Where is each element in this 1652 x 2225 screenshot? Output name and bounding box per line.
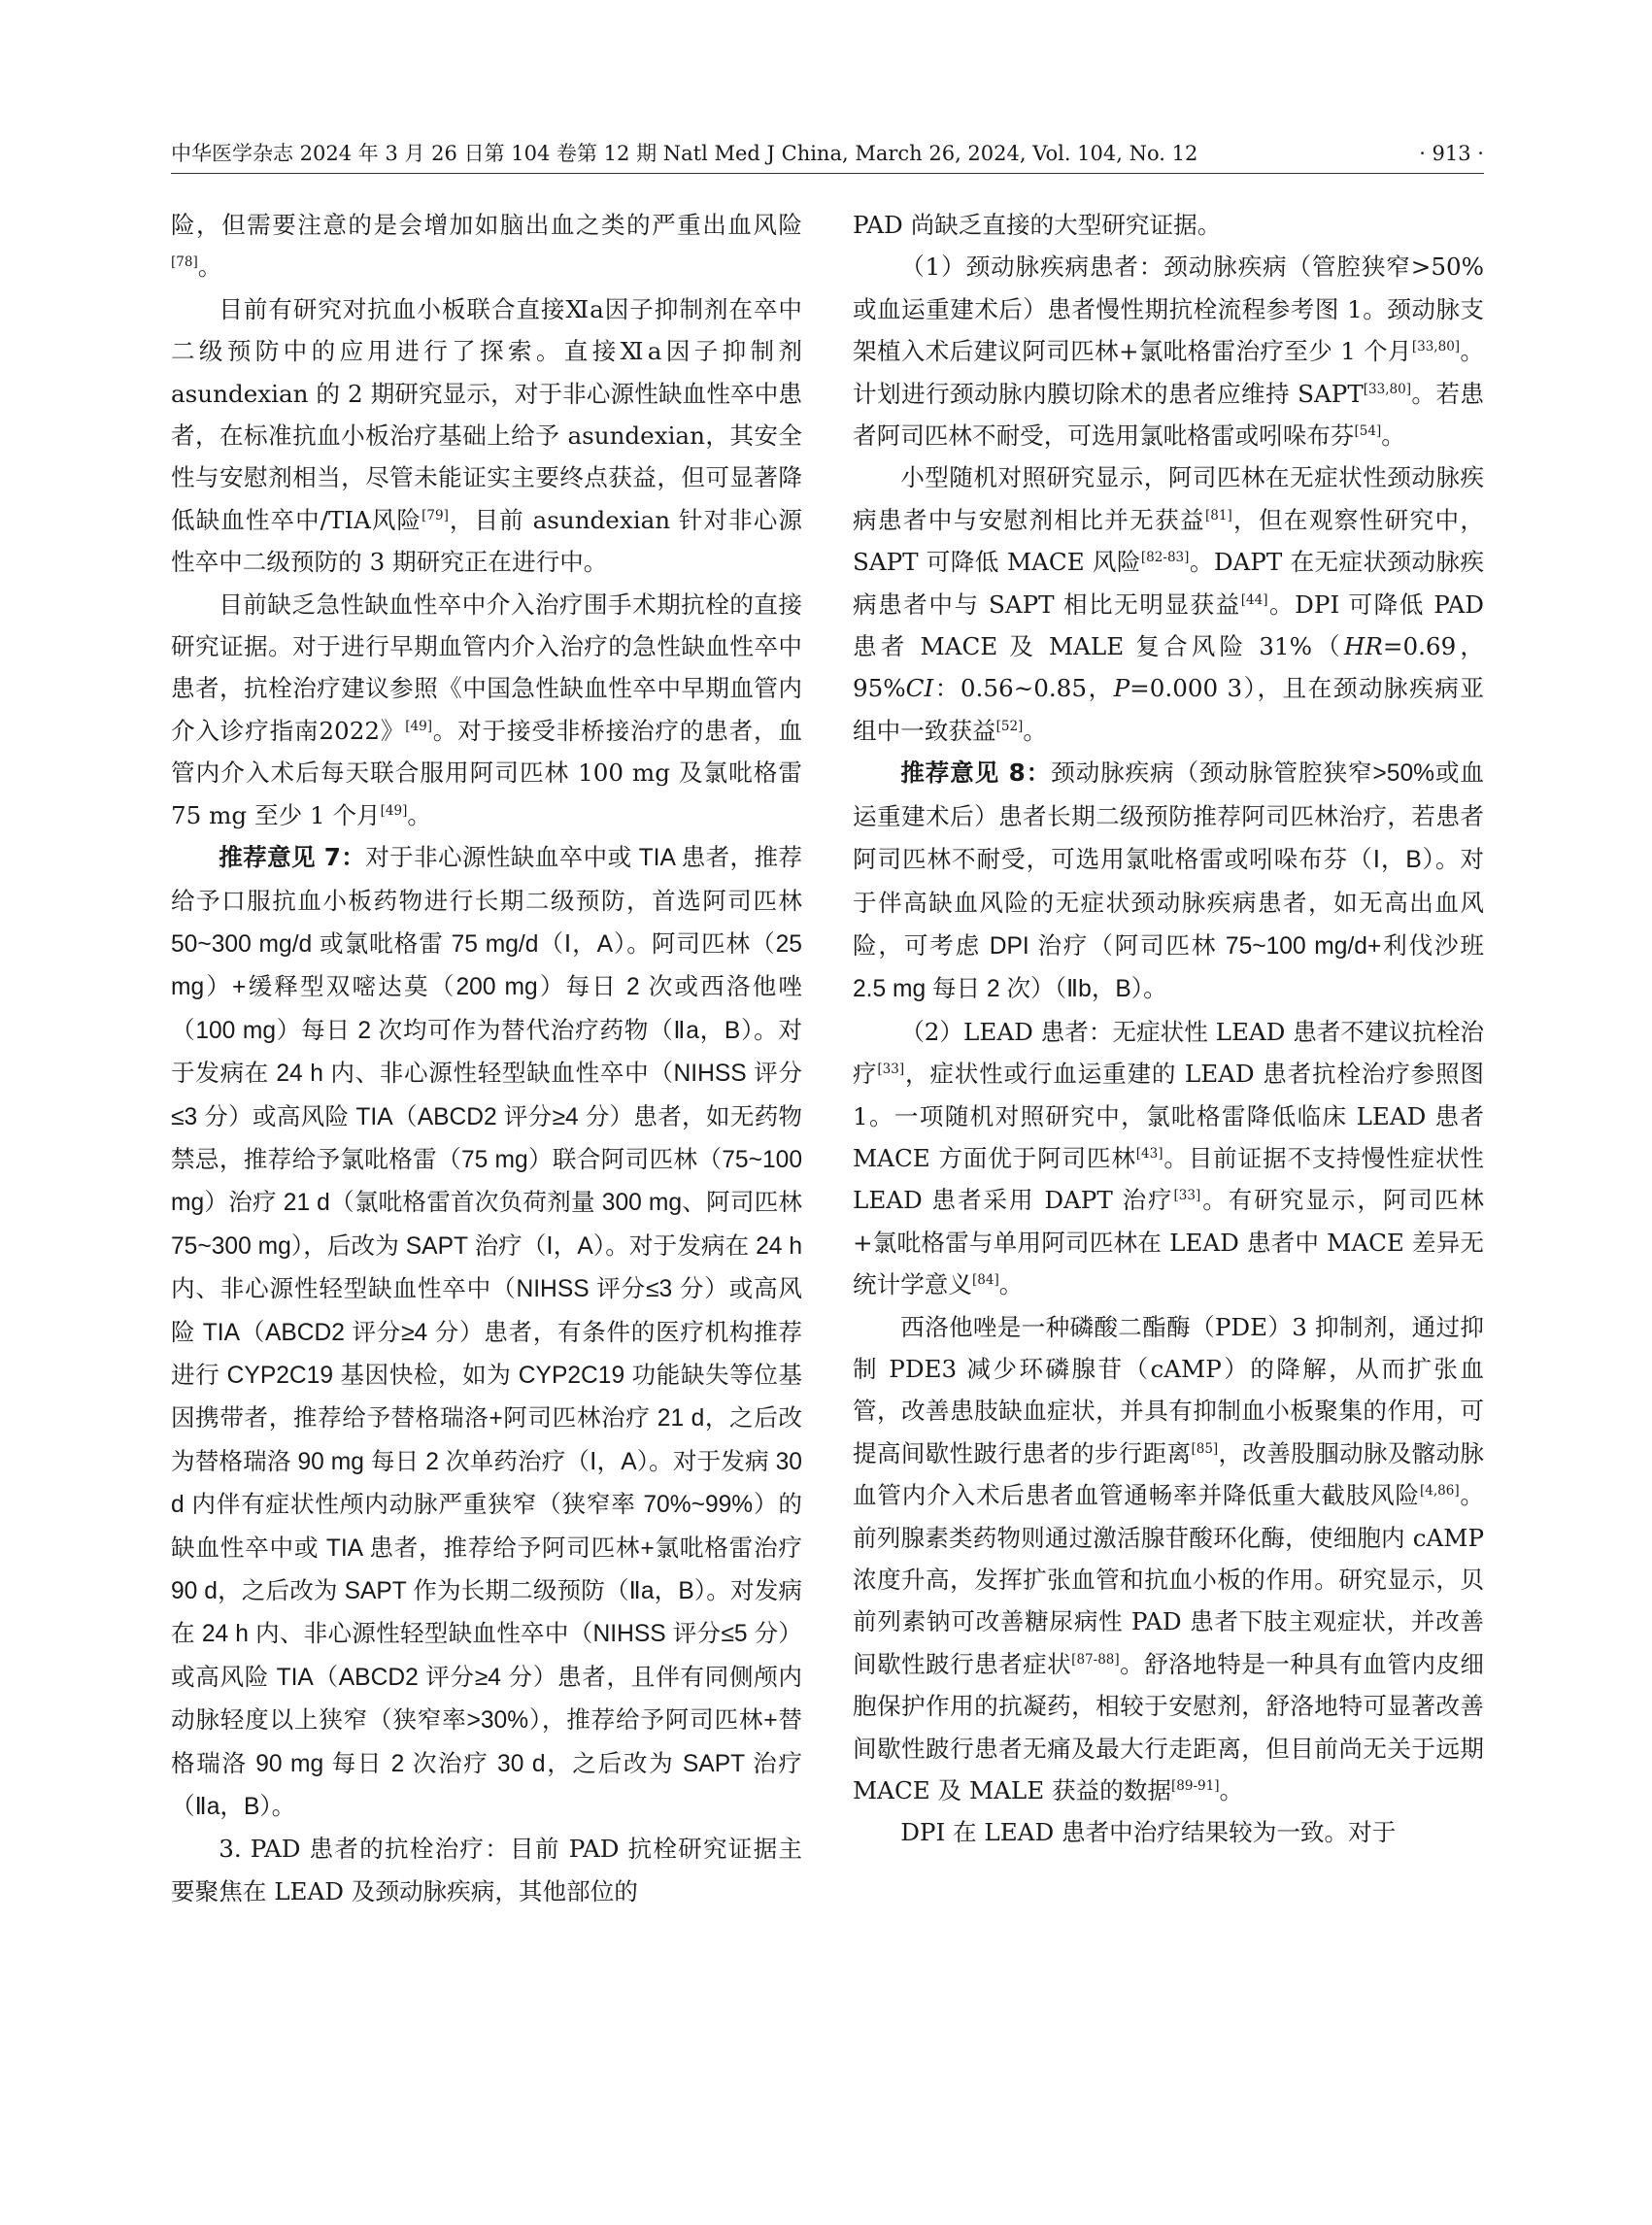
citation-link[interactable]: [78]	[171, 254, 198, 271]
citation-link[interactable]: [33]	[877, 1061, 905, 1077]
citation-link[interactable]: [33,80]	[1363, 381, 1411, 397]
section-paragraph: 3. PAD 患者的抗栓治疗：目前 PAD 抗栓研究证据主要聚焦在 LEAD 及颈动脉疾病，其他部位的	[171, 1835, 802, 1905]
citation-link[interactable]: [54]	[1354, 422, 1382, 439]
citation-link[interactable]: [84]	[971, 1271, 999, 1288]
journal-citation: 中华医学杂志 2024 年 3 月 26 日第 104 卷第 12 期 Natl Med J China, March 26, 2024, Vol. 104, No. 12	[171, 142, 1198, 165]
citation-link[interactable]: [81]	[1204, 507, 1232, 523]
paragraph: 目前有研究对抗血小板联合直接Ⅺa因子抑制剂在卒中二级预防中的应用进行了探索。直接Ⅺa因子抑制剂 asundexian 的 2 期研究显示，对于非心源性缺血性卒中患者，在标准抗血小板治疗基础上给予 asundexian，其安全性与安慰剂相当，尽管未能证实主要终点获益，但可显著降低缺血性卒中/TIA风险[79]，目前 asundexian 针对非心源性卒中二级预防的 3 期研究正在进行中。	[171, 294, 802, 577]
citation-link[interactable]: [49]	[380, 802, 408, 819]
paragraph: 西洛他唑是一种磷酸二酯酶（PDE）3 抑制剂，通过抑制 PDE3 减少环磷腺苷（cAMP）的降解，从而扩张血管，改善患肢缺血症状，并具有抑制血小板聚集的作用，可提高间歇性跛行患者的步行距离[85]，改善股腘动脉及髂动脉血管内介入术后患者血管通畅率并降低重大截肢风险[4,86]。前列腺素类药物则通过激活腺苷酸环化酶，使细胞内 cAMP 浓度升高，发挥扩张血管和抗血小板的作用。研究显示，贝前列素钠可改善糖尿病性 PAD 患者下肢主观症状，并改善间歇性跛行患者症状[87-88]。舒洛地特是一种具有血管内皮细胞保护作用的抗凝药，相较于安慰剂，舒洛地特可显著改善间歇性跛行患者无痛及最大行走距离，但目前尚无关于远期 MACE 及 MALE 获益的数据[89-91]。	[853, 1312, 1484, 1805]
paragraph: 小型随机对照研究显示，阿司匹林在无症状性颈动脉疾病患者中与安慰剂相比并无获益[81]，但在观察性研究中，SAPT 可降低 MACE 风险[82-83]。DAPT 在无症状颈动脉疾病患者中与 SAPT 相比无明显获益[44]。DPI 可降低 PAD 患者 MACE 及 MALE 复合风险 31%（HR=0.69，95%CI：0.56~0.85，P=0.000 3），且在颈动脉疾病亚组中一致获益[52]。	[853, 463, 1485, 745]
citation-link[interactable]: [82-83]	[1140, 550, 1190, 566]
citation-link[interactable]: [87-88]	[1071, 1651, 1120, 1668]
citation-link[interactable]: [33,80]	[1411, 339, 1461, 355]
recommendation-text: 颈动脉疾病（颈动脉管腔狭窄>50%或血运重建术后）患者长期二级预防推荐阿司匹林治疗，若患者阿司匹林不耐受，可选用氯吡格雷或吲哚布芬（Ⅰ，B）。对于伴高缺血风险的无症状颈动脉疾病患者，如无高出血风险，可考虑 DPI 治疗（阿司匹林 75~100 mg/d+利伐沙班 2.5 mg 每日 2 次）（Ⅱb，B）。	[853, 760, 1484, 1003]
citation-link[interactable]: [79]	[421, 507, 449, 523]
citation-link[interactable]: [49]	[405, 718, 432, 734]
running-header	[171, 134, 1484, 173]
citation-link[interactable]: [44]	[1240, 591, 1268, 608]
header-rule	[171, 173, 1484, 174]
paragraph: 险，但需要注意的是会增加如脑出血之类的严重出血风险[78]。	[171, 211, 802, 282]
citation-link[interactable]: [33]	[1173, 1188, 1201, 1204]
paragraph: PAD 尚缺乏直接的大型研究证据。	[853, 211, 1222, 239]
citation-link[interactable]: [43]	[1135, 1145, 1163, 1162]
paragraph: 目前缺乏急性缺血性卒中介入治疗围手术期抗栓的直接研究证据。对于进行早期血管内介入治疗的急性缺血性卒中患者，抗栓治疗建议参照《中国急性缺血性卒中早期血管内介入诊疗指南2022》[49]。对于接受非桥接治疗的患者，血管内介入术后每天联合服用阿司匹林 100 mg 及氯吡格雷 75 mg 至少 1 个月[49]。	[171, 590, 802, 829]
citation-link[interactable]: [85]	[1191, 1440, 1219, 1457]
left-column	[171, 204, 802, 1912]
recommendation-heading: 推荐意见 8：	[900, 759, 1052, 788]
paragraph: DPI 在 LEAD 患者中治疗结果较为一致。对于	[900, 1818, 1397, 1847]
recommendation-text: 对于非心源性缺血卒中或 TIA 患者，推荐给予口服抗血小板药物进行长期二级预防，首选阿司匹林 50~300 mg/d 或氯吡格雷 75 mg/d（Ⅰ，A）。阿司匹林（25 mg）+缓释型双嘧达莫（200 mg）每日 2 次或西洛他唑（100 mg）每日 2 次均可作为替代治疗药物（Ⅱa，B）。对于发病在 24 h 内、非心源性轻型缺血性卒中（NIHSS 评分≤3 分）或高风险 TIA（ABCD2 评分≥4 分）患者，如无药物禁忌，推荐给予氯吡格雷（75 mg）联合阿司匹林（75~100 mg）治疗 21 d（氯吡格雷首次负荷剂量 300 mg、阿司匹林 75~300 mg），后改为 SAPT 治疗（Ⅰ，A）。对于发病在 24 h 内、非心源性轻型缺血性卒中（NIHSS 评分≤3 分）或高风险 TIA（ABCD2 评分≥4 分）患者，有条件的医疗机构推荐进行 CYP2C19 基因快检，如为 CYP2C19 功能缺失等位基因携带者，推荐给予替格瑞洛+阿司匹林治疗 21 d，之后改为替格瑞洛 90 mg 每日 2 次单药治疗（Ⅰ，A）。对于发病 30 d 内伴有症状性颅内动脉严重狭窄（狭窄率 70%~99%）的缺血性卒中或 TIA 患者，推荐给予阿司匹林+氯吡格雷治疗 90 d，之后改为 SAPT 作为长期二级预防（Ⅱa，B）。对发病在 24 h 内、非心源性轻型缺血性卒中（NIHSS 评分≤5 分）或高风险 TIA（ABCD2 评分≥4 分）患者，且伴有同侧颅内动脉轻度以上狭窄（狭窄率>30%），推荐给予阿司匹林+替格瑞洛 90 mg 每日 2 次治疗 30 d，之后改为 SAPT 治疗（Ⅱa，B）。	[171, 845, 802, 1821]
citation-link[interactable]: [4,86]	[1419, 1483, 1460, 1499]
paragraph: （1）颈动脉疾病患者：颈动脉疾病（管腔狭窄>50%或血运重建术后）患者慢性期抗栓流程参考图 1。颈动脉支架植入术后建议阿司匹林+氯吡格雷治疗至少 1 个月[33,80]。计划进行颈动脉内膜切除术的患者应维持 SAPT[33,80]。若患者阿司匹林不耐受，可选用氯吡格雷或吲哚布芬[54]。	[853, 253, 1484, 451]
page-number: · 913 ·	[1419, 142, 1484, 165]
right-column	[853, 204, 1484, 1854]
recommendation-7	[171, 836, 802, 1828]
recommendation-heading: 推荐意见 7：	[219, 843, 366, 872]
citation-link[interactable]: [52]	[995, 718, 1024, 734]
paragraph: （2）LEAD 患者：无症状性 LEAD 患者不建议抗栓治疗[33]，症状性或行血运重建的 LEAD 患者抗栓治疗参照图 1。一项随机对照研究中，氯吡格雷降低临床 LEAD 患者 MACE 方面优于阿司匹林[43]。目前证据不支持慢性症状性 LEAD 患者采用 DAPT 治疗[33]。有研究显示，阿司匹林+氯吡格雷与单用阿司匹林在 LEAD 患者中 MACE 差异无统计学意义[84]。	[853, 1017, 1484, 1299]
recommendation-8	[853, 752, 1484, 1010]
citation-link[interactable]: [89-91]	[1170, 1777, 1220, 1794]
